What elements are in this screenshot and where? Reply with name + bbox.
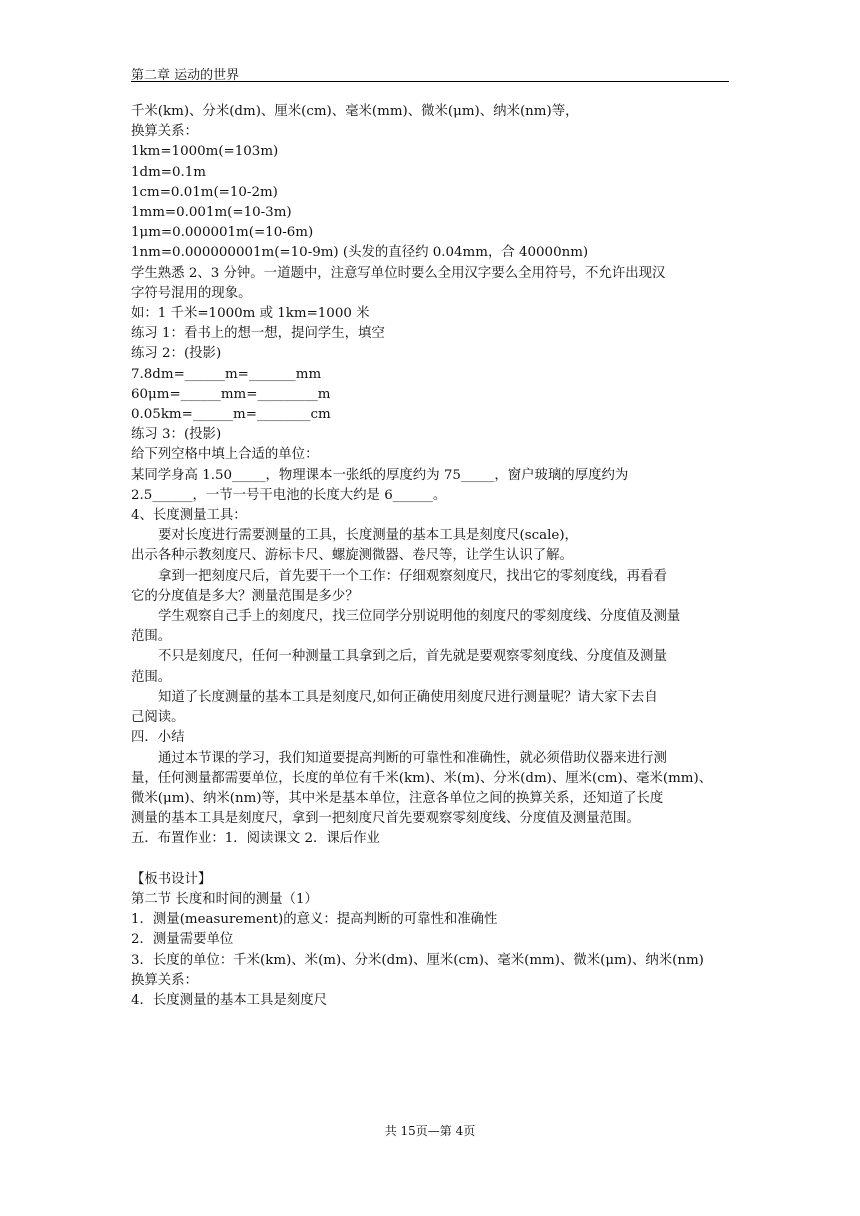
text-line: 换算关系： (131, 124, 198, 140)
text-line: 学生熟悉 2、3 分钟。一道题中，注意写单位时要么全用汉字要么全用符号，不允许出现汉 (131, 265, 666, 281)
page-header: 第二章 运动的世界 (131, 68, 240, 83)
section-heading: 4、长度测量工具： (131, 508, 247, 524)
text-line: 给下列空格中填上合适的单位： (131, 447, 319, 463)
text-line: 量，任何测量都需要单位，长度的单位有千米(km)、米(m)、分米(dm)、厘米(cm)、毫米(mm)、 (131, 770, 713, 786)
text-line: 1mm=0.001m(=10-3m) (131, 205, 292, 221)
text-line: 1dm=0.1m (131, 164, 207, 180)
text-line: 0.05km=______m=________cm (131, 407, 331, 423)
text-line: 拿到一把刻度尺后，首先要干一个工作：仔细观察刻度尺，找出它的零刻度线，再看看 (158, 568, 667, 584)
text-line: 2．测量需要单位 (131, 932, 234, 948)
text-line: 千米(km)、分米(dm)、厘米(cm)、毫米(mm)、微米(μm)、纳米(nm)等， (131, 104, 579, 119)
text-line: 学生观察自己手上的刻度尺，找三位同学分别说明他的刻度尺的零刻度线、分度值及测量 (158, 609, 681, 625)
text-line: 1km=1000m(=103m) (131, 144, 279, 160)
text-line: 练习 2：(投影) (131, 346, 222, 362)
text-line: 60μm=______mm=_________m (131, 386, 331, 402)
text-line: 练习 3：(投影) (131, 427, 222, 443)
text-line: 己阅读。 (131, 710, 185, 726)
section-heading: 五．布置作业：1．阅读课文 2．课后作业 (131, 831, 380, 847)
text-line: 范围。 (131, 629, 172, 645)
blank-line (131, 850, 731, 870)
text-line: 1cm=0.01m(=10-2m) (131, 184, 278, 200)
text-line: 第二节 长度和时间的测量（1） (131, 891, 318, 907)
page-footer: 共 15页—第 4页 (384, 1124, 476, 1138)
text-line: 3．长度的单位：千米(km)、米(m)、分米(dm)、厘米(cm)、毫米(mm)、微米(μm)、纳米(nm) (131, 952, 704, 968)
text-line: 4．长度测量的基本工具是刻度尺 (131, 992, 327, 1008)
text-line: 要对长度进行需要测量的工具，长度测量的基本工具是刻度尺(scale)， (158, 528, 578, 544)
text-line: 1nm=0.000000001m(=10-9m) (头发的直径约 0.04mm，合 40000nm) (131, 245, 589, 261)
text-line: 范围。 (131, 669, 172, 685)
text-line: 出示各种示教刻度尺、游标卡尺、螺旋测微器、卷尺等，让学生认识了解。 (131, 548, 573, 564)
text-line: 1．测量(measurement)的意义：提高判断的可靠性和准确性 (131, 912, 498, 928)
document-body (131, 102, 731, 1011)
section-heading: 四．小结 (131, 730, 185, 746)
header-divider (131, 81, 729, 82)
text-line: 它的分度值是多大？测量范围是多少？ (131, 588, 359, 604)
text-line: 换算关系： (131, 972, 198, 988)
text-line: 1μm=0.000001m(=10-6m) (131, 225, 314, 241)
text-line: 字符号混用的现象。 (131, 285, 252, 301)
text-line: 某同学身高 1.50_____，物理课本一张纸的厚度约为 75_____，窗户玻璃的厚度约为 (131, 467, 629, 483)
text-line: 如：1 千米=1000m 或 1km=1000 米 (131, 306, 370, 322)
text-line: 知道了长度测量的基本工具是刻度尺,如何正确使用刻度尺进行测量呢？请大家下去自 (158, 689, 658, 705)
section-heading: 【板书设计】 (131, 871, 212, 887)
text-line: 练习 1：看书上的想一想，提问学生，填空 (131, 326, 385, 342)
text-line: 不只是刻度尺，任何一种测量工具拿到之后，首先就是要观察零刻度线、分度值及测量 (158, 649, 667, 665)
text-line: 通过本节课的学习，我们知道要提高判断的可靠性和准确性，就必须借助仪器来进行测 (158, 750, 667, 766)
text-line: 测量的基本工具是刻度尺，拿到一把刻度尺首先要观察零刻度线、分度值及测量范围。 (131, 811, 640, 827)
text-line: 2.5______，一节一号干电池的长度大约是 6______。 (131, 487, 447, 503)
text-line: 7.8dm=______m=_______mm (131, 366, 322, 382)
text-line: 微米(μm)、纳米(nm)等，其中米是基本单位，注意各单位之间的换算关系，还知道了长度 (131, 790, 664, 806)
